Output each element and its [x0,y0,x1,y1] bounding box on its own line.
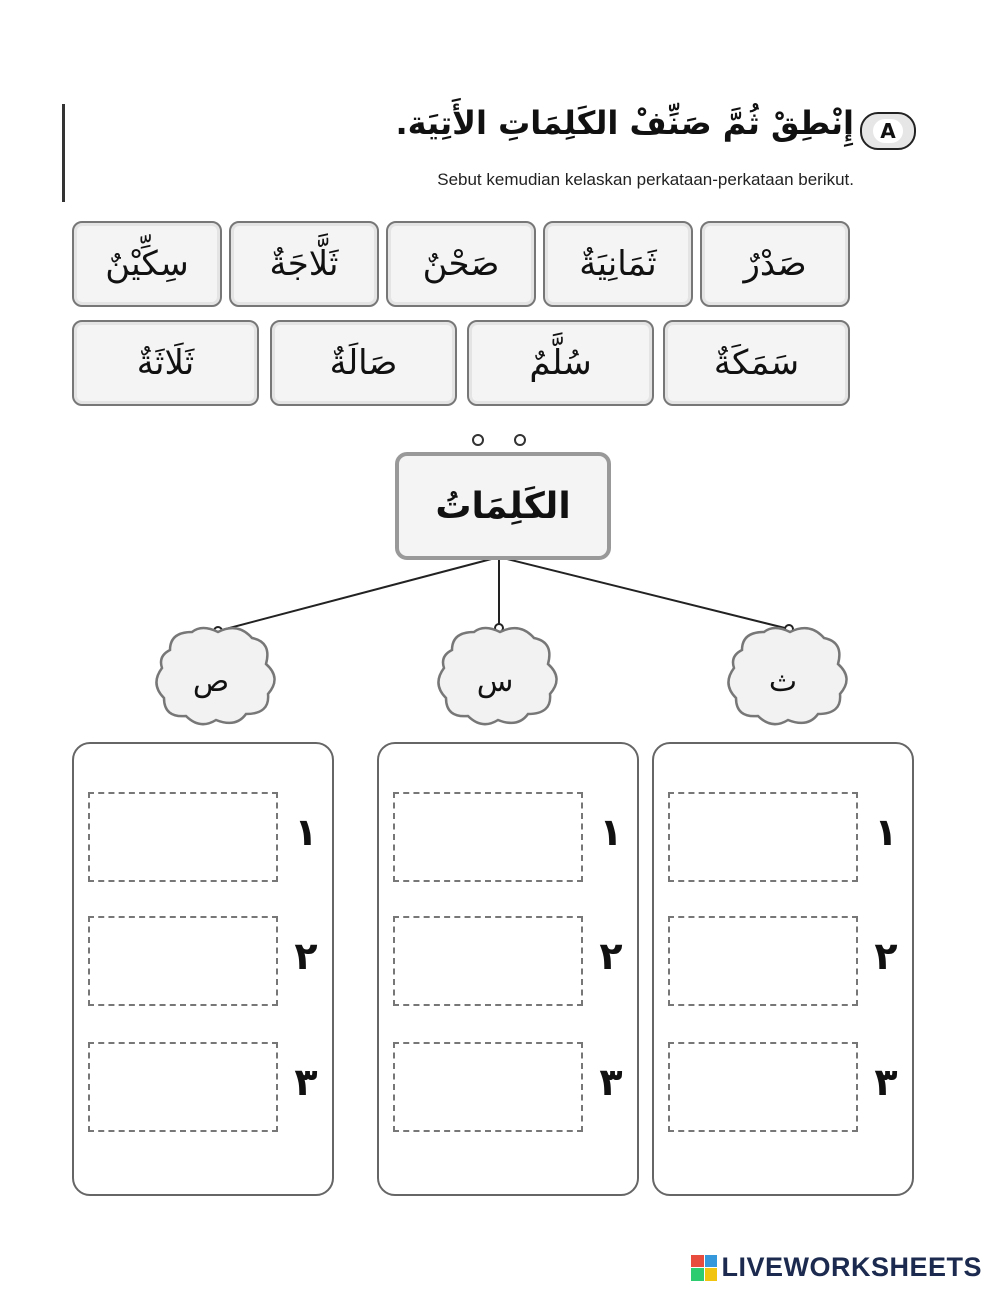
answer-slot[interactable] [668,792,858,882]
word-card[interactable]: صَدْرٌ [700,221,850,307]
category-column-tha [652,742,914,1196]
slot-number: ١ [874,810,898,854]
slot-number: ١ [599,810,623,854]
answer-slot[interactable] [88,792,278,882]
word-card[interactable]: سِكِّيْنٌ [72,221,222,307]
slot-number: ٣ [294,1060,318,1104]
liveworksheets-icon [691,1255,717,1281]
slot-number: ٣ [599,1060,623,1104]
category-column-sad [72,742,334,1196]
answer-slot[interactable] [393,792,583,882]
answer-slot[interactable] [668,1042,858,1132]
category-letter-sin: س [476,664,514,699]
word-card[interactable]: صَالَةٌ [270,320,457,406]
section-badge-label: A [873,119,903,143]
connector-lines [218,557,789,631]
category-letter-tha: ث [768,664,798,699]
liveworksheets-logo [691,1252,982,1283]
slot-number: ٢ [599,934,623,978]
category-letter-sad: ص [192,664,230,699]
hanger-icon [473,435,525,445]
answer-slot[interactable] [88,916,278,1006]
slot-number: ٢ [294,934,318,978]
word-card[interactable]: ثَلَّاجَةٌ [229,221,379,307]
word-card[interactable]: سُلَّمٌ [467,320,654,406]
slot-number: ٢ [874,934,898,978]
word-card[interactable]: صَحْنٌ [386,221,536,307]
center-label-card: الكَلِمَاتُ [395,452,611,560]
answer-slot[interactable] [393,916,583,1006]
instruction-subtitle: Sebut kemudian kelaskan perkataan-perkataan berikut. [437,170,854,189]
category-column-sin [377,742,639,1196]
slot-number: ١ [294,810,318,854]
answer-slot[interactable] [88,1042,278,1132]
brand-text: LIVEWORKSHEETS [721,1252,982,1282]
word-card[interactable]: ثَمَانِيَةٌ [543,221,693,307]
slot-number: ٣ [874,1060,898,1104]
word-card[interactable]: سَمَكَةٌ [663,320,850,406]
word-card[interactable]: ثَلَاثَةٌ [72,320,259,406]
answer-slot[interactable] [393,1042,583,1132]
instruction-title-arabic: إِنْطِقْ ثُمَّ صَنِّفْ الكَلِمَاتِ الأَتِيَة. [395,104,854,142]
answer-slot[interactable] [668,916,858,1006]
